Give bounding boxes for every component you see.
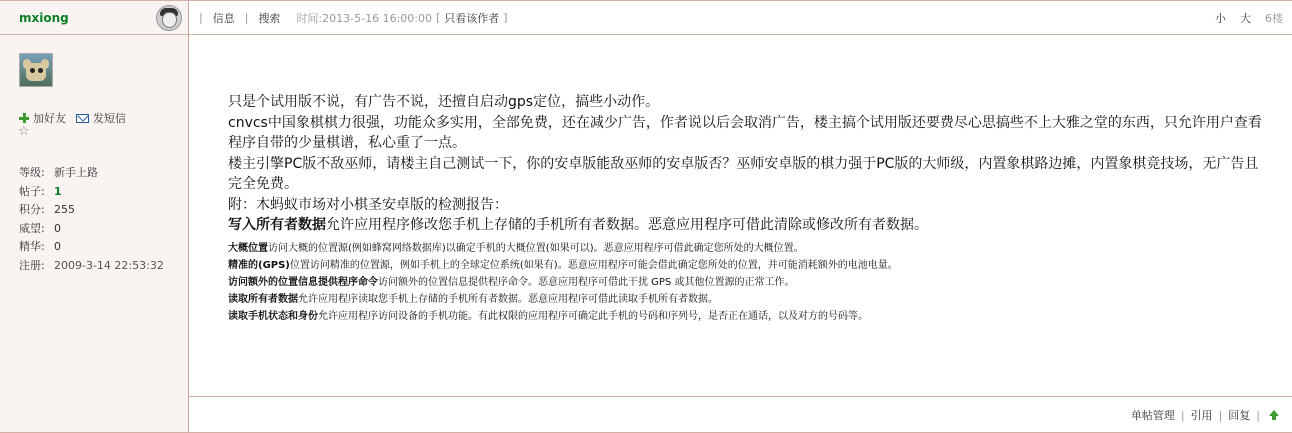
author-stats — [19, 164, 164, 275]
post-paragraph: 只是个试用版不说，有广告不说，还擅自启动gps定位，搞些小动作。 — [228, 94, 660, 110]
post-footer-bar — [189, 396, 1292, 433]
divider: | — [1180, 408, 1185, 422]
author-avatar[interactable] — [19, 53, 53, 87]
back-to-top-icon[interactable] — [1268, 409, 1280, 421]
stat-posts — [19, 183, 164, 202]
stat-label: 注册: — [19, 258, 45, 272]
bracket-open: [ — [435, 11, 441, 24]
post-paragraph: cnvcs中国象棋棋力很强，功能众多实用，全部免费，还在减少广告，作者说以后会取消广告，楼主搞个试用版还要费尽心思搞些不上大雅之堂的东西，只允许用户查看程序自带的少量棋谱，私心重了一点。 — [228, 114, 1262, 151]
author-actions — [19, 110, 126, 126]
post-content — [228, 92, 1268, 325]
post-paragraph: 楼主引擎PC版不敌巫师，请楼主自己测试一下，你的安卓版能敌巫师的安卓版否？巫师安卓版的棋力强于PC版的大师级，内置象棋路边摊，内置象棋竞技场，无广告且完全免费。 — [228, 155, 1259, 192]
permission-item — [228, 257, 1268, 274]
permission-title: 大概位置 — [228, 242, 268, 254]
stat-value: 0 — [54, 240, 61, 253]
send-message-link[interactable]: 发短信 — [93, 112, 126, 125]
permission-desc: 允许应用程序访问设备的手机功能。有此权限的应用程序可确定此手机的号码和序列号，是否正在通话，以及对方的号码等。 — [318, 310, 868, 322]
manage-post-link[interactable]: 单帖管理 — [1130, 409, 1175, 422]
add-friend-icon — [19, 113, 29, 123]
star-icon: ☆ — [18, 124, 30, 139]
permission-desc: 访问大概的位置源(例如蜂窝网络数据库)以确定手机的大概位置(如果可以)。恶意应用程序可借此确定您所处的大概位置。 — [268, 242, 804, 254]
online-status-icon — [156, 5, 182, 31]
permission-title: 读取所有者数据 — [228, 293, 298, 305]
post-header-right — [1215, 1, 1283, 35]
permission-desc: 位置访问精准的位置源，例如手机上的全球定位系统(如果有)。恶意应用程序可能会借此确定您所处的位置，并可能消耗额外的电池电量。 — [289, 259, 898, 271]
quote-link[interactable]: 引用 — [1190, 409, 1213, 422]
permission-title: 精准的(GPS) — [228, 259, 290, 271]
reply-link[interactable]: 回复 — [1228, 409, 1251, 422]
stat-label: 等级: — [19, 166, 45, 179]
stat-value[interactable]: 1 — [54, 184, 62, 198]
author-sidebar — [0, 1, 189, 432]
floor-number: 6楼 — [1265, 12, 1283, 25]
add-friend-link[interactable]: 加好友 — [33, 112, 66, 125]
stat-label: 精华: — [19, 240, 45, 253]
stat-digest — [19, 238, 164, 257]
divider: | — [199, 11, 203, 24]
post-actions — [1131, 407, 1280, 423]
stat-points — [19, 201, 164, 220]
permission-title: 读取手机状态和身份 — [228, 310, 318, 322]
stat-registered — [19, 257, 164, 276]
report-main-desc: 允许应用程序修改您手机上存储的手机所有者数据。恶意应用程序可借此清除或修改所有者数据。 — [326, 217, 928, 233]
stat-value: 0 — [54, 221, 61, 235]
search-link[interactable]: 搜索 — [258, 11, 281, 25]
post-time: 时间:2013-5-16 16:00:00 — [296, 11, 432, 25]
stat-label: 积分: — [19, 203, 45, 216]
stat-label: 帖子: — [19, 184, 45, 198]
stat-level — [19, 164, 164, 183]
post-paragraph: 附：木蚂蚁市场对小棋圣安卓版的检测报告： — [228, 196, 508, 213]
permission-item — [228, 291, 1268, 308]
permission-desc: 访问额外的位置信息提供程序命令。恶意应用程序可借此干扰 GPS 或其他位置源的正常工作。 — [378, 276, 795, 288]
author-username-link[interactable]: mxiong — [19, 10, 69, 25]
permission-item — [228, 240, 1268, 257]
divider: | — [1256, 408, 1260, 422]
stat-prestige — [19, 220, 164, 239]
report-main-line — [228, 215, 1268, 236]
post-header-bar — [189, 1, 1292, 35]
author-header — [0, 1, 188, 35]
mail-icon — [76, 114, 89, 123]
permission-item — [228, 308, 1268, 325]
bracket-close: ] — [503, 11, 508, 24]
permission-list — [228, 240, 1268, 325]
font-large-button[interactable]: 大 — [1240, 12, 1251, 25]
divider: | — [244, 11, 249, 24]
stat-value: 255 — [54, 203, 75, 216]
report-main-title: 写入所有者数据 — [228, 217, 326, 233]
only-author-link[interactable]: 只看该作者 — [444, 11, 500, 25]
info-link[interactable]: 信息 — [212, 11, 235, 25]
font-small-button[interactable]: 小 — [1215, 12, 1226, 25]
stat-label: 威望: — [19, 221, 45, 235]
permission-item — [228, 274, 1268, 291]
permission-desc: 允许应用程序读取您手机上存储的手机所有者数据。恶意应用程序可借此读取手机所有者数据。 — [298, 293, 718, 305]
divider: | — [1218, 408, 1223, 422]
stat-value: 2009-3-14 22:53:32 — [54, 258, 164, 272]
permission-title: 访问额外的位置信息提供程序命令 — [228, 276, 378, 288]
stat-value: 新手上路 — [54, 166, 98, 179]
